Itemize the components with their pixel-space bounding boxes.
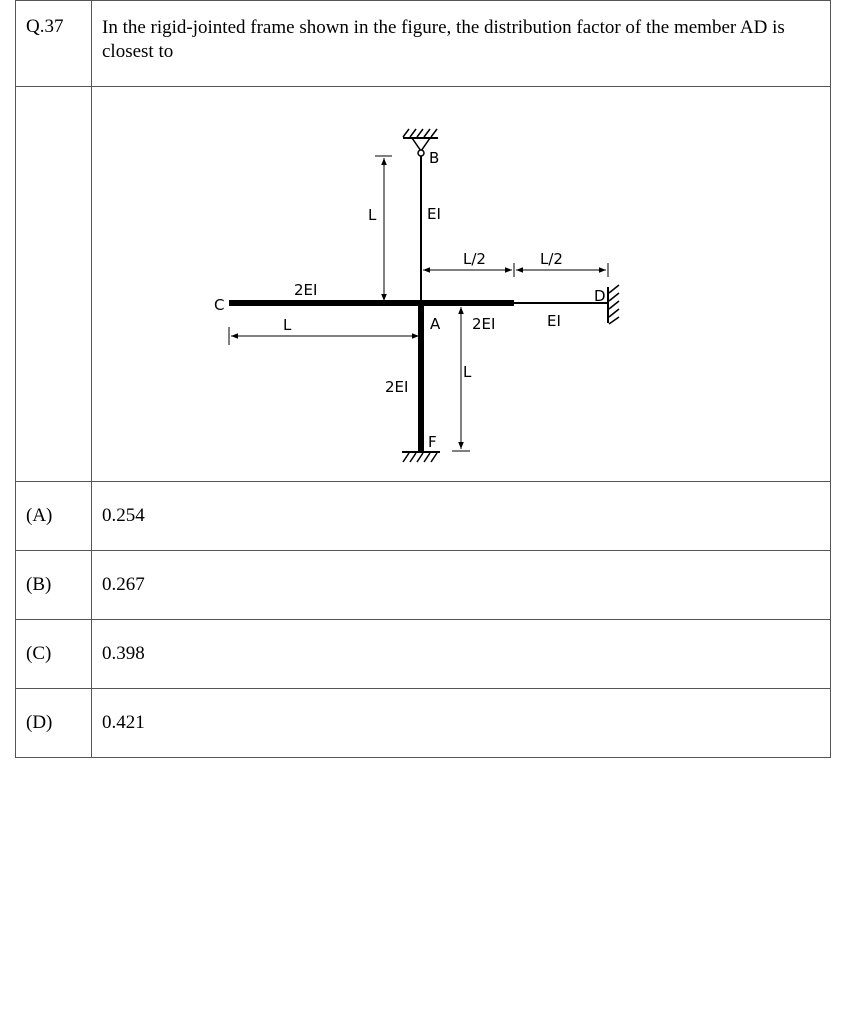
dimension-ab xyxy=(375,156,392,301)
label-a-mid-length: L/2 xyxy=(463,250,486,268)
question-number: Q.37 xyxy=(16,1,92,87)
option-value-c: 0.398 xyxy=(92,620,831,689)
figure-row-spacer xyxy=(16,87,92,482)
joint-label-a: A xyxy=(430,315,441,333)
stiffness-label-a-mid: 2EI xyxy=(472,315,496,333)
stiffness-label-mid-d: EI xyxy=(547,312,561,330)
stiffness-label-af: 2EI xyxy=(385,378,409,396)
question-table xyxy=(15,0,831,758)
option-value-a: 0.254 xyxy=(92,482,831,551)
option-row-b xyxy=(16,551,831,620)
fixed-support-f xyxy=(402,452,440,462)
joint-label-c: C xyxy=(214,296,225,314)
joint-label-b: B xyxy=(429,149,440,167)
option-label-c: (C) xyxy=(16,620,92,689)
frame-figure xyxy=(92,87,829,481)
joint-label-f: F xyxy=(428,433,437,451)
dimension-ca xyxy=(229,327,419,345)
label-ab-length: L xyxy=(368,206,377,224)
stiffness-label-ca: 2EI xyxy=(294,281,318,299)
option-label-a: (A) xyxy=(16,482,92,551)
option-row-c xyxy=(16,620,831,689)
option-value-b: 0.267 xyxy=(92,551,831,620)
option-label-d: (D) xyxy=(16,689,92,758)
joint-label-d: D xyxy=(594,287,606,305)
option-value-d: 0.421 xyxy=(92,689,831,758)
fixed-support-d xyxy=(608,285,619,324)
label-mid-d-length: L/2 xyxy=(540,250,563,268)
label-ca-length: L xyxy=(283,316,292,334)
figure-row xyxy=(16,87,831,482)
option-label-b: (B) xyxy=(16,551,92,620)
stiffness-label-ab: EI xyxy=(427,205,441,223)
figure-cell xyxy=(92,87,831,482)
option-row-a xyxy=(16,482,831,551)
label-af-length: L xyxy=(463,363,472,381)
question-row xyxy=(16,1,831,87)
dimension-a-d xyxy=(423,263,608,277)
question-text: In the rigid-jointed frame shown in the figure, the distribution factor of the member AD is closest to xyxy=(92,1,831,87)
option-row-d xyxy=(16,689,831,758)
